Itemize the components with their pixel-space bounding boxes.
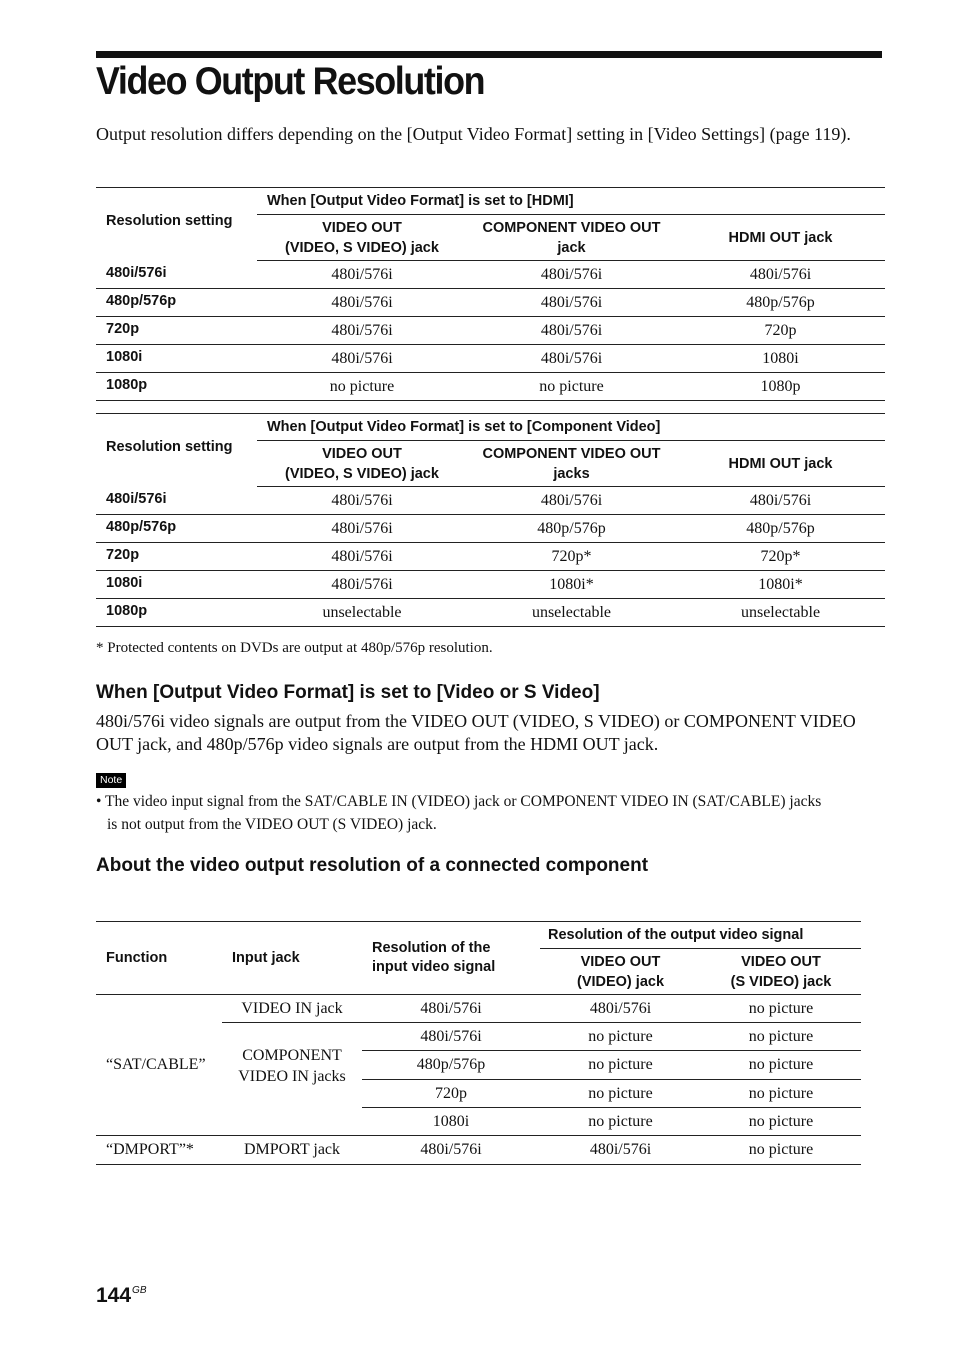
resolution-setting-cell: 480p/576p: [96, 289, 257, 317]
output-cell: 480i/576i: [257, 571, 467, 599]
table-row: [96, 487, 885, 515]
section-heading-connected: About the video output resolution of a connected component: [96, 855, 649, 876]
cell: no picture: [540, 1023, 701, 1051]
intro-paragraph: Output resolution differs depending on the [Output Video Format] setting in [Video Settings] (page 119).: [96, 124, 851, 144]
cell: 720p: [362, 1080, 540, 1108]
output-cell: 480p/576p: [676, 289, 885, 317]
output-cell: 480i/576i: [257, 261, 467, 289]
note-line-2: is not output from the VIDEO OUT (S VIDEO) jack.: [107, 816, 437, 833]
cell: 1080i: [362, 1108, 540, 1136]
col-video-out: VIDEO OUT (VIDEO, S VIDEO) jack: [257, 215, 467, 261]
header-svideo-out: VIDEO OUT (S VIDEO) jack: [701, 949, 861, 995]
output-cell: 480i/576i: [257, 289, 467, 317]
row-header: Resolution setting: [96, 188, 257, 261]
hdmi-resolution-table: [96, 187, 885, 401]
col-video-out: VIDEO OUT (VIDEO, S VIDEO) jack: [257, 441, 467, 487]
output-cell: 480i/576i: [467, 345, 676, 373]
function-sat-cable: “SAT/CABLE”: [96, 995, 222, 1136]
footnote: * Protected contents on DVDs are output at 480p/576p resolution.: [96, 640, 493, 656]
col-hdmi-out: HDMI OUT jack: [676, 441, 885, 487]
header-function: Function: [96, 922, 222, 995]
cell: no picture: [701, 1136, 861, 1165]
header-input-resolution: Resolution of the input video signal: [362, 922, 540, 995]
note-text: [96, 790, 886, 836]
page-title: Video Output Resolution: [96, 60, 485, 103]
table-row: [96, 261, 885, 289]
output-cell: 480i/576i: [257, 487, 467, 515]
output-cell: 480i/576i: [467, 317, 676, 345]
section-paragraph-video: 480i/576i video signals are output from the VIDEO OUT (VIDEO, S VIDEO) or COMPONENT VIDEO OUT jack, and 480p/576p video signals are output from the HDMI OUT jack.: [96, 711, 856, 754]
component-resolution-table: [96, 413, 885, 627]
group-header: When [Output Video Format] is set to [Component Video]: [257, 414, 885, 441]
output-cell: 1080i*: [676, 571, 885, 599]
table-row: [96, 571, 885, 599]
group-header: When [Output Video Format] is set to [HDMI]: [257, 188, 885, 215]
resolution-setting-cell: 480i/576i: [96, 487, 257, 515]
input-dmport: DMPORT jack: [222, 1136, 362, 1165]
output-cell: 480i/576i: [257, 543, 467, 571]
output-cell: 480i/576i: [257, 345, 467, 373]
page-suffix: GB: [132, 1285, 147, 1296]
table-row: [96, 515, 885, 543]
note-badge: Note: [96, 773, 126, 788]
output-cell: 480i/576i: [467, 487, 676, 515]
resolution-setting-cell: 720p: [96, 543, 257, 571]
resolution-setting-cell: 480i/576i: [96, 261, 257, 289]
cell: no picture: [701, 1108, 861, 1136]
connected-component-table: [96, 921, 861, 1165]
cell: 480i/576i: [540, 1136, 701, 1165]
cell: no picture: [540, 1051, 701, 1080]
resolution-setting-cell: 1080p: [96, 599, 257, 627]
cell: no picture: [701, 995, 861, 1023]
cell: 480i/576i: [362, 1023, 540, 1051]
resolution-setting-cell: 720p: [96, 317, 257, 345]
col-component-out: COMPONENT VIDEO OUT jack: [467, 215, 676, 261]
section-heading-video: When [Output Video Format] is set to [Video or S Video]: [96, 682, 600, 703]
output-cell: 1080i: [676, 345, 885, 373]
cell: no picture: [540, 1080, 701, 1108]
table-row: [96, 995, 861, 1023]
output-cell: unselectable: [257, 599, 467, 627]
output-cell: 480i/576i: [467, 261, 676, 289]
cell: 480i/576i: [362, 1136, 540, 1165]
resolution-setting-cell: 1080i: [96, 345, 257, 373]
cell: 480p/576p: [362, 1051, 540, 1080]
table-row: [96, 289, 885, 317]
cell: no picture: [540, 1108, 701, 1136]
note-line-1: • The video input signal from the SAT/CABLE IN (VIDEO) jack or COMPONENT VIDEO IN (SAT/CABLE) jacks: [96, 793, 822, 810]
output-cell: 720p*: [467, 543, 676, 571]
row-header: Resolution setting: [96, 414, 257, 487]
output-cell: 480p/576p: [467, 515, 676, 543]
table-row: [96, 1136, 861, 1165]
output-cell: 480i/576i: [676, 261, 885, 289]
output-cell: 480i/576i: [257, 515, 467, 543]
col-hdmi-out: HDMI OUT jack: [676, 215, 885, 261]
output-cell: no picture: [257, 373, 467, 401]
header-output-group: Resolution of the output video signal: [540, 922, 861, 949]
output-cell: 1080p: [676, 373, 885, 401]
col-component-out: COMPONENT VIDEO OUT jacks: [467, 441, 676, 487]
table-row: [96, 345, 885, 373]
output-cell: 480i/576i: [257, 317, 467, 345]
cell: no picture: [701, 1051, 861, 1080]
title-rule: [96, 51, 882, 58]
input-component-in: COMPONENT VIDEO IN jacks: [238, 1047, 346, 1085]
output-cell: 720p*: [676, 543, 885, 571]
cell: no picture: [701, 1023, 861, 1051]
table-row: [96, 599, 885, 627]
output-cell: unselectable: [467, 599, 676, 627]
input-video-in: VIDEO IN jack: [222, 995, 362, 1023]
header-input-jack: Input jack: [222, 922, 362, 995]
table-row: [96, 317, 885, 345]
page-number-value: 144: [96, 1284, 132, 1307]
cell: 480i/576i: [362, 995, 540, 1023]
function-dmport: “DMPORT”*: [96, 1136, 222, 1165]
output-cell: 1080i*: [467, 571, 676, 599]
output-cell: unselectable: [676, 599, 885, 627]
resolution-setting-cell: 1080i: [96, 571, 257, 599]
output-cell: 480p/576p: [676, 515, 885, 543]
page-number: [96, 1284, 147, 1308]
table-row: [96, 543, 885, 571]
cell: 480i/576i: [540, 995, 701, 1023]
cell: no picture: [701, 1080, 861, 1108]
resolution-setting-cell: 1080p: [96, 373, 257, 401]
resolution-setting-cell: 480p/576p: [96, 515, 257, 543]
table-row: [96, 373, 885, 401]
output-cell: no picture: [467, 373, 676, 401]
output-cell: 480i/576i: [467, 289, 676, 317]
output-cell: 720p: [676, 317, 885, 345]
header-video-out: VIDEO OUT (VIDEO) jack: [540, 949, 701, 995]
output-cell: 480i/576i: [676, 487, 885, 515]
